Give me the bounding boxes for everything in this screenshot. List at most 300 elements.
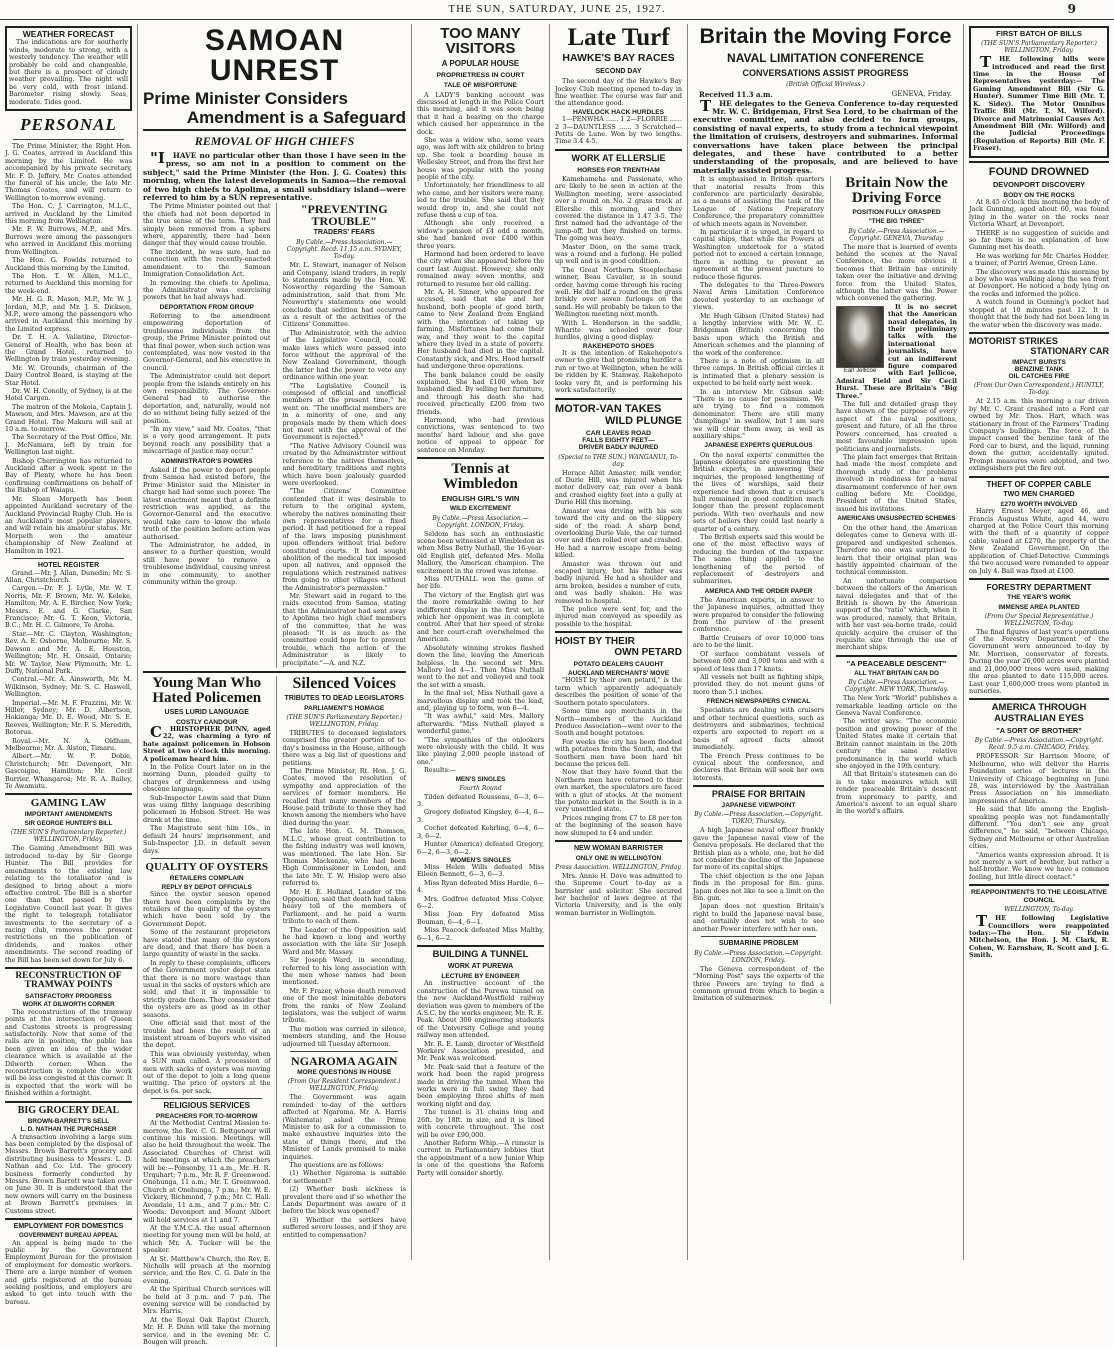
motorvan-sub1: CAR LEAVES ROAD	[585, 429, 652, 437]
paragraph: "The Citizens' Committee contended that it was desirable to return to the original system, whereby the natives nominating their own representatives for a fixed period. It had petitioned for a repeal of the laws imposing punishment upon offenders without trial before constituted courts. It had sought abolition of the medical tax imposed upon all natives, and opposed the regulations which restrained natives from going to other villages without the Administrator's permission."	[282, 487, 406, 592]
visitors-sub2: PROPRIETRESS IN COURT	[436, 71, 525, 79]
paragraph: Albert.—Mr. W. P. Dobie, Christchurch; Mr. Davenport, Mr. Gascoigne, Hamilton; Mr. Cecil Burrier, Whangaroa; Mr. R. A. Bailey, Te Awamutu.	[5, 752, 132, 790]
paragraph: Now that they have found that the Northern men have returned to their own market, the speculators are faced with a glut of stocks. At the moment the potato market in the South is in a very unsettled state.	[555, 768, 682, 814]
young-paras	[143, 764, 270, 855]
america-title2: AUSTRALIAN EYES	[994, 712, 1084, 724]
religious-title: RELIGIOUS SERVICES	[163, 1101, 250, 1111]
driving-title1: Britain Now the	[845, 175, 948, 192]
paragraph: Imperial.—Mr. M. F. Frazzini, Mr. W. Hiller, Sydney; Mr. D. Albertson, Hokianga; Mr. D. E. Wood, Mr. S. E. Reeves, Wellington; Mr. F. S. Meredith, Rotorua.	[5, 698, 132, 737]
paragraph: Prices ranging from £7 to £8 per ton at the beginning of the season have now slumped to £4 and under.	[555, 813, 682, 837]
grocery-sub1: BROWN-BARRETT'S SELL	[27, 1117, 110, 1125]
jellicoe-photo-block	[836, 306, 884, 374]
paragraph: "The Native Advisory Council was created by the Administrator without reference to the natives themselves, and hereditary traditions and rights which have been jealously guarded were overlooked.	[282, 441, 406, 487]
paragraph: The Administrator, with the advice of the Legislative Council, could make laws which were passed into force without the approval of the New Zealand Government, though the latter had the power to veto any ordinance within one year.	[282, 328, 406, 382]
turf-sub2: SECOND DAY	[595, 67, 642, 75]
visitors-title: TOO MANY VISITORS	[440, 25, 521, 57]
tennis-sub2: WILD EXCITEMENT	[449, 505, 512, 513]
young-sub1: USES LURID LANGUAGE	[164, 709, 249, 717]
admin-head: ADMINISTRATOR'S POWERS	[160, 457, 253, 465]
paragraph: Harmond, who had previous convictions, was sentenced to two months' hard labour, and she gave notice of appeal to appear for sentence on Monday.	[417, 415, 544, 454]
paragraph: Mr. R. E. Lamb, director of Westfield Workers' Association presided, and Mr. Peak was welcomed.	[417, 1039, 544, 1063]
divider	[5, 1101, 132, 1103]
paragraph: Since the oyster season opened there have been complaints by the retailers of the quality of the oysters which have been sold by the Government Depot.	[143, 890, 271, 928]
forestry-credit: (From Our Special Representative.) WELLINGTON, To-day.	[984, 612, 1094, 627]
divider	[555, 149, 682, 151]
theft-title: THEFT OF COPPER CABLE	[986, 479, 1092, 489]
column-1	[0, 24, 138, 1306]
divider	[151, 1098, 262, 1099]
paragraph: The writer says: "The economic position and growing power of the United States make it certain that Britain cannot maintain in the 20th century the same relative predominance in the world which she enjoyed in the 19th century.	[836, 717, 957, 770]
religious-paras	[143, 1120, 270, 1346]
peace-paras	[836, 695, 957, 816]
gaming-title: GAMING LAW	[30, 797, 107, 810]
paragraph: Seldom has such an enthusiastic scene been witnessed at Wimbledon as when Miss Betty Nuthall, the 16-year-old English girl, defeated Mrs. Molla Mallory, the American champion. The excitement in the crowd was intense.	[417, 529, 544, 575]
paragraph: "The Legislative Council is composed of official and unofficial members at the present time," he went on. "The unofficial members are in a minority of one, and any proposals made by them which does not meet with the approval of the Government is rejected."	[282, 381, 406, 442]
paragraph: The Administrator, he added, in answer to a further question, would still have power to remove a troublesome individual, causing unrest in one community, to another community within the group.	[143, 541, 271, 587]
paragraph: In removing the chiefs to Apolima, the Administrator was exercising powers that he had always had.	[143, 278, 271, 302]
paragraph: At 8.45 o'clock this morning the body of Jack Gunning, aged about 60, was found lying in the water on the rocks near Victoria Wharf, at Devonport.	[969, 198, 1109, 229]
personal-paras	[5, 143, 132, 555]
paragraph: In the final set, Miss Nuthall gave a marvellous display and took the lead, and, playing up to form, won 6—4.	[417, 689, 544, 712]
praise-credit: By Cable.—Press Association.—Copyright. TOKIO, Thursday.	[694, 811, 823, 826]
paragraph: Gregory defeated Kingsley, 6—4, 6—3.	[417, 808, 544, 824]
america-sub: "A SORT OF BROTHER"	[996, 726, 1082, 736]
divider	[151, 858, 262, 859]
divider	[5, 1218, 132, 1220]
paragraph: Mrs. Godfree defeated Miss Colyer, 6—2.	[417, 894, 544, 910]
motorist-sub2: BENZINE TANK	[1014, 365, 1064, 373]
tramway-text: The reconstruction of the tramway points at the intersection of Queen and Customs streets is progressing satisfactorily. Now that some of the rails are in position, the public has been given an idea of the wider clearance which is available at the Dilworth corner. When the reconstruction is complete the work will be less congested at this corner. It is expected that the work will be finished within a fortnight.	[5, 1007, 132, 1098]
paragraph: At the Spiritual Church services will be held at 3 p.m. and 7 p.m. The evening service will be conducted by Mrs. Harris.	[143, 1285, 271, 1316]
divider	[969, 698, 1109, 700]
bills-box	[969, 26, 1109, 158]
paragraph: "America wants expression abroad. It is not merely a sort of brother, but rather a half-brother. We know we have a common feeling, but little direct contact."	[969, 850, 1109, 881]
bills-text: THE following bills were introduced and read the first time in the House of Representatives yesterday:— The Gaming Amendment Bill (Sir G. Hunter). Summer Time Bill (Mr. T. K. Sidey). The Motor Omnibus Traffic Bill (Mr. T. M. Wilford). Divorce and Matrimonial Causes Act Amendment Bill (Mr. Wilford) and the Judicial Proceedings (Regulation of Reports) Bill (Mr. F. Fraser).	[973, 53, 1105, 153]
french-head: FRENCH NEWSPAPERS CYNICAL	[706, 698, 811, 706]
paragraph: The police were sent for, and the injured man conveyed as speedily as possible to the hospital.	[555, 604, 682, 628]
jellicoe-photo	[836, 306, 884, 368]
paragraph: Of surface combatant vessels of between 600 and 3,000 tons and with a speed of less than 17 knots.	[693, 649, 824, 673]
tramway-title: RECONSTRUCTION OF TRAMWAY POINTS	[15, 970, 122, 991]
paragraph: Miss Joan Fry defeated Miss Bouman, 6—4, 6—1.	[417, 910, 544, 926]
paragraph: The bank balance could be easily explained. She had £100 when her husband died. By selling her furniture, and through his death she had received practically £200 from two friends.	[417, 370, 544, 416]
visitors-sub1: A POPULAR HOUSE	[441, 59, 520, 68]
hoist-paras	[555, 677, 682, 837]
motorist-para: At 2.15 a.m. this morning a car driven by Mr. C. Grant crashed into a Ford car owned by Mr. Thos. Hart, which was stationary in front of the Farmers' Trading Company's buildings. The force of the impact caused the benzine tank of the Ford car to burst, and the liquid, running down the gutter, accidentally ignited. Prompt measures were adopted, and two extinguishers put the fire out.	[969, 397, 1109, 473]
grocery-title: BIG GROCERY DEAL	[17, 1104, 120, 1116]
naval-left	[693, 176, 824, 1004]
paragraph: Star.—Mr. C. Clayton, Washington; Rev. A. E. Osborne, Melbourne; Mr. S. Dawson and Mr. A. E. Houston, Wellington; Mr. H. Onsaid, Ontario; Mr. W. Taylor, New Plymouth; Mr. L. Duffy, National Park.	[5, 629, 132, 675]
oysters-sub1: RETAILERS COMPLAIN	[169, 874, 244, 882]
motorvan-sub3: DRIVER BADLY INJURED	[578, 444, 659, 452]
bills-title: FIRST BATCH OF BILLS	[996, 29, 1082, 38]
paragraph: The full and detailed grasp they have shown of the purpose of every aspect of the naval positions, present and future, of all the three Powers concerned, has created a most favourable impression upon politicians and journalists.	[836, 400, 957, 453]
motorvan-credit: (Special to THE SUN.) WANGANUI, To-day.	[558, 453, 679, 468]
paragraph: The delegates to the Three-Powers Naval Arms Limitation Conference devoted yesterday to an exchange of views.	[693, 280, 824, 312]
paragraph: This was obviously yesterday, when a SUN man called. A procession of men with sacks of oysters was moving out of the depot to join a long queue waiting. The price of oysters at the depot is 6s. per sack.	[143, 1049, 271, 1095]
paragraph: Some of the restaurant proprietors have stated that many of the oysters are dead, and that there has been a large quantity of waste in the sacks.	[143, 928, 271, 959]
paragraph: In particular it is urged, in regard to capital ships, that while the Powers at Washington undertook for a stated period not to exceed a certain tonnage, there is nothing to prevent an agreement at the present juncture to reduce those figures.	[693, 228, 824, 281]
driving-sub2: "THE BIG THREE"	[868, 218, 925, 226]
divider	[701, 936, 816, 937]
paragraph: The Prime Minister, Rt. Hon. J. G. Coates, moved the resolution of sympathy and appreciation of the services of former members. He recalled that many members of the House paid tribute to those they had known among the members who have died during the year.	[282, 767, 406, 827]
paragraph: "The sympathies of the onlookers were obviously with the child. It was like playing 2,000 people instead of one."	[417, 735, 544, 766]
divider	[290, 1051, 398, 1052]
paragraph: The more that is learned of events behind the scenes at the Naval Conference, the more obvious it becomes that Britain has entirely taken over the initiative and driving force from the United States, although the latter was the Power which convened the gathering.	[836, 242, 957, 303]
bills-credit: (THE SUN'S Parliamentary Reporter.) WELLINGTON, Friday.	[981, 40, 1097, 55]
column-6	[964, 24, 1114, 1260]
paragraph: Mr. F. W. Burrows, M.P., and Mrs. Burrows were among the passengers who arrived in Auckland this morning from Wellington.	[5, 225, 132, 256]
american-head: AMERICA AND THE ORDER PAPER	[704, 587, 813, 595]
naval-columns	[693, 176, 958, 1004]
motorvan-title2: WILD PLUNGE	[605, 414, 682, 427]
paragraph: The Geneva correspondent of the "Morning Post" says the experts of the three Powers are trying to find a common ground from which to begin a limitation of submarines.	[693, 964, 824, 1003]
paragraph: The Secretary of the Post Office, Mr. J. McNamara, left by train for Wellington last night.	[5, 433, 132, 457]
col2-lower-right	[276, 676, 406, 1347]
hoist-sub1: POTATO DEALERS CAUGHT	[573, 661, 664, 669]
divider	[143, 129, 406, 131]
submarine-title: SUBMARINE PROBLEM	[718, 940, 799, 948]
divider	[417, 945, 544, 947]
grocery-text: A transaction involving a large sum has been completed by the disposal of Messrs. Brown Barrett's grocery and distributing business to Messrs. L. D. Nathan and Co. Ltd. The grocery business formerly conducted by Messrs. Brown Barrett was taken over on June 30. It is understood that the new owners will carry on the business at Brown Barrett's premises in Customs street.	[5, 1132, 132, 1215]
paragraph: The American experts, in answer to the Japanese inquiries, admitted they were prepared to consider the following from the purview of the present conference.	[693, 595, 824, 634]
womens-paras	[417, 864, 544, 942]
hotel-paras	[5, 570, 132, 791]
visitors-paras	[417, 92, 544, 455]
paragraph: Absolutely winning strokes flashed down the line, leaving the American helpless. In the second set Mrs. Mallory led 4—1. Then Miss Nuthall went to the net and volleyed and took the set with a smash.	[417, 643, 544, 689]
paragraph: Battle Cruisers of over 10,000 tons are to be the limit.	[693, 633, 824, 650]
admin-paras	[143, 467, 270, 587]
tunnel-paras	[417, 980, 544, 1139]
naval-right	[830, 176, 957, 1004]
paragraph: The tunnel is 31 chains long and 26ft. by 18ft. in size, and it is lined with concrete throughout. The cost will be over £90,000.	[417, 1108, 544, 1139]
jap-paras	[693, 452, 824, 586]
paragraph: Mr. W. Grounds, chairman of the Dairy Control Board, is staying at the Star Hotel.	[5, 363, 132, 387]
samoan-lead: "IHAVE no particular other than those I have seen in the press, so am not in a position to comment on the subject," said the Prime Minister (the Hon. J. G. Coates) this morning, when the latest developments in Samoa—the removal of two high chiefs to Apolima, a small subsidiary island—were referred to him by a SUN representative.	[143, 149, 406, 203]
tennis-sub1: ENGLISH GIRL'S WIN	[441, 494, 520, 504]
paragraph: PROFESSOR Sir Harrison Moore, of Melbourne, who will deliver the Harris Foundation series of lectures in the University of Chicago beginning on June 28, was interviewed by the Australian Press Association on his immediate impressions of America.	[969, 752, 1109, 805]
paragraph: Bishop Cherrington has returned to Auckland after a week spent in the Bay of Plenty, where he has been confirming confirmations on behalf of the Bishop of Waiapu.	[5, 456, 132, 495]
paragraph: Dr. T. H. A. Valintine, Director-General of Health, who has been at the Grand Hotel, returned to Wellington by train yesterday evening.	[5, 333, 132, 364]
paragraph: Specialists are dealing with cruisers and other technical questions, such as destroyers and submarines, technical experts are expected to report on a basis of agreed facts almost immediately.	[693, 706, 824, 752]
paragraph: Central.—Mr. A. Ainsworth, Mr. M. Wilkinson, Sydney; Mr. S. C. Haswell, Wellington.	[5, 675, 132, 699]
grocery-sub2: L. D. NATHAN THE PURCHASER	[20, 1125, 117, 1133]
naval-sub2: CONVERSATIONS ASSIST PROGRESS	[742, 67, 909, 78]
paragraph: Some time ago merchants in the North—members of the Auckland Produce Association—went over to the South and bought potatoes.	[555, 707, 682, 738]
praise-paras	[693, 827, 824, 933]
paragraph: Miss Peacock defeated Miss Maltby, 6—1, 6—2.	[417, 926, 544, 942]
havelock-result: 1—PENWHA ...... 1 2—FLORRIE ...... 2 3—DAUNTLESS ...... 3 Scratched—Petits de Lune. Won by two lengths. Time 3.4 4-5.	[555, 115, 682, 146]
theft-sub2: £270 WORTH INVOLVED	[1000, 501, 1078, 508]
visitors-sub3: TALE OF MISFORTUNE	[443, 82, 518, 90]
paragraph: Horace Albit Amaster, milk vendor, of Durie Hill, was injured when his motor delivery car, ran over a bank and crashed eighty feet into a gully at Durie Hill this morning.	[555, 468, 682, 507]
paragraph: Japan does not question Britain's right to build the Japanese naval base, and certainly does not wish to see another Power interfere with her own.	[693, 902, 824, 933]
paragraph: The matron of the Mokoia, Captain J. Mawson, and Mrs. Mawson, are at the Grand Hotel. The Makura will sail at 10 a.m. to-morrow.	[5, 402, 132, 434]
hotel-title: HOTEL REGISTER	[37, 561, 100, 569]
young-title2: Hated Policemen	[152, 690, 262, 707]
turf-intro: The second day of the Hawke's Bay Jockey Club meeting opened to-day in fine weather. The course was fair and the attendance good.	[555, 77, 682, 108]
traders-sub: TRADERS' FEARS	[313, 229, 375, 237]
paragraph: Tilden defeated Rousseau, 6—3, 6—3.	[417, 792, 544, 809]
divider	[5, 967, 132, 969]
paragraph: Miss Helen Wills defeated Miss Eileen Bennett, 6—3, 6—3.	[417, 862, 544, 879]
column-5	[688, 24, 964, 1260]
paragraph: For weeks the city has been flooded with potatoes from the South, and the Southern men have been hard hit because the prices fell.	[555, 737, 682, 768]
paragraph: Mr. Stewart said in regard to the raids executed from Samoa, stating that the Administrator had sent away to Apolima two high chief members of the committee, that he was pleased: "It is as much as the committee could hope for to prevent trouble, which the action of the Administrator is likely to precipitate."—A. and N.Z.	[282, 592, 406, 667]
paragraph: Referring to the amendment empowering deportation of troublesome individuals from the group, the Prime Minister pointed out that final power, when such action was contemplated, was now vested in the Governor-General, and his executive in council.	[143, 311, 271, 372]
moving-force-title: Britain the Moving Force	[699, 24, 952, 48]
submarine-credit: By Cable.—Press Association.—Copyright. LONDON, Friday.	[694, 949, 823, 964]
results-label: Results:—	[424, 766, 457, 775]
paragraph: The Government was again reminded to-day of the settlers affected at Ngaroma. Mr. A. Harris (Waitemata) asked the Prime Minister to ask for a commission to make exhaustive inquiries into the state of things there, and the Minister of Lands promised to make inquiries.	[282, 1093, 406, 1161]
preventing-title: "PREVENTING TROUBLE"	[300, 202, 388, 229]
deport-head: DEPORTATION FROM GROUP	[159, 303, 254, 311]
column-3	[412, 24, 550, 1260]
column-4	[550, 24, 688, 1260]
driving-paras-a	[836, 244, 957, 303]
oysters-title: QUALITY OF OYSTERS	[145, 860, 269, 873]
forestry-title: FORESTRY DEPARTMENT	[986, 581, 1092, 592]
masthead	[0, 0, 1114, 20]
tunnel-title: BUILDING A TUNNEL	[432, 949, 529, 961]
young-sub2: COSTLY CANDOUR	[175, 718, 238, 726]
weather-title: WEATHER FORECAST	[22, 29, 115, 39]
weather-text: The indications are for southerly winds, moderate to strong, with a westerly tendency. The weather will probably be cold and changeable, but there is a prospect of cloudy weather prevailing. The night will be very cold, with frost inland. Barometer rising slowly. Seas, moderate. Tides good.	[9, 38, 128, 106]
divider	[969, 578, 1109, 580]
paragraph: Sub-Inspector Lewin said that Dunn was using filthy language describing policemen in Hobson Street. He was drunk at the time.	[143, 793, 271, 824]
tennis-paras	[417, 531, 544, 767]
forestry-para: The final figures of last year's operations of the Forestry Department of the Government were announced to-day by Mr. Morrison, conservator of forests. During the year 26,000 acres were planted and 21,000,000 trees were used, making the area planted to date 115,000 acres. Last year 1,600,000 trees were planted in nurseries.	[969, 627, 1109, 695]
divider	[836, 655, 957, 657]
motorist-credit: (From Our Own Correspondent.) HUNTLY, To-day.	[974, 382, 1104, 397]
ngaroma-sub: MORE QUESTIONS IN HOUSE	[297, 1069, 392, 1077]
reappt-para: THE following Legislative Councillors were reappointed today:—The Hon. Sir Edwin Mitchelson, the Hon. J. M. Clark, R. Cohen, W. Earnshaw, R. Scott and J. G. Smith.	[969, 912, 1109, 960]
singles-paras	[417, 794, 544, 856]
singles-round: Fourth Round	[459, 784, 502, 792]
paragraph: Mr. H. G. R. Mason, M.P., Mr. W. J. Jordan, M.P., and Mr. J. S. Dickson, M.P., were among the passengers who arrived in Auckland this morning by the Limited express.	[5, 295, 132, 333]
paragraph: An instructive account of the construction of the Purewa tunnel on the new Auckland-Westfield railway deviation was given to members of the A.S.C. by the works engineer, Mr. R. E. Peak. About 300 engineering students of the University College and young railway men attended.	[417, 979, 544, 1040]
paragraph: All that Britain's statesmen can do is to take measures which will render peaceable Britain's descent from supremacy to parity, and America's ascent to an equal share in the world's affairs.	[836, 770, 957, 816]
divider	[5, 793, 132, 795]
paragraph: (3) Whether the settlers have suffered severe losses, and if they are entitled to compensation?	[282, 1215, 406, 1239]
page-number: 9	[1067, 2, 1076, 16]
divider	[969, 884, 1109, 886]
reform-para: Another Reform Whip.—A rumour is current in Parliamentary lobbies that the appointment of a new Junior Whip is one of the questions the Reform Party will consider shortly.	[417, 1138, 544, 1177]
ngaroma-paras	[282, 1094, 406, 1239]
driving-sub1: POSITION FULLY GRASPED	[852, 209, 941, 217]
oysters-sub2: REPLY BY DEPOT OFFICIALS	[161, 884, 252, 892]
paragraph: (2) Whether bush sickness is prevalent there and if so whether the Lands Department was aware of it before the block was opened?	[282, 1185, 406, 1216]
tennis-credit: By Cable.—Press Association.—Copyright. LONDON, Friday.	[432, 514, 529, 529]
barrister-title: NEW WOMAN BARRISTER	[573, 845, 664, 853]
singles-head: MEN'S SINGLES	[455, 775, 506, 783]
tennis-title: Tennis at Wimbledon	[443, 461, 518, 493]
running-head: THE SUN, SATURDAY, JUNE 25, 1927.	[448, 3, 666, 15]
theft-para: Harry Ernest Meyer, aged 46, and Francis Augustus White, aged 44, were charged at the Police Court this morning with the theft of a quantity of copper cable, valued at £270, the property of the New Zealand Government. On the application of Chief-Detective Cummings the two accused were remanded to appear on July 4. Bail was fixed at £100.	[969, 507, 1109, 575]
jap-head: JAPANESE EXPERTS QUERULOUS	[704, 442, 813, 450]
paragraph: Kamehameha and Passionate, who are likely to be seen in action at the Wellington meeting, were associated over a round on No. 2 grass track at Ellerslie this morning, and they covered the distance in 1.47 3-5. The first named had the advantage of the jump-off, but they finished on terms. The going was heavy.	[555, 174, 682, 243]
traders-paras	[282, 262, 406, 667]
hoist-sub2: AUCKLAND MERCHANTS' MOVE	[568, 670, 669, 678]
paragraph: Amaster was driving with his son toward the city and on the slippery side of the road. A sharp bend, overlooking Durie Vale, the car turned over and then rolled over and crashed. He had a narrow escape from being killed.	[555, 506, 682, 560]
america-paras	[969, 753, 1109, 881]
employment-sub: GOVERNMENT BUREAU APPEAL	[18, 1231, 119, 1239]
drowned-title: FOUND DROWNED	[988, 165, 1090, 178]
praise-title: PRAISE FOR BRITAIN	[711, 789, 806, 800]
naval-sub1: NAVAL LIMITATION CONFERENCE	[727, 50, 924, 65]
divider	[417, 457, 544, 459]
praise-sub: JAPANESE VIEWPOINT	[721, 802, 796, 810]
ellerslie-sub: HORSES FOR TRENTHAM	[577, 166, 660, 174]
paragraph: The New York "World" publishes a remarkable leading article on the Geneva Naval Conference.	[836, 694, 957, 718]
paragraph: Mr. F. Frazer, whose death removed one of the most inimitable debaters from the ranks of New Zealand legislators, was the subject of warm tribute.	[282, 986, 406, 1025]
paragraph: In the Police Court later on in the morning Dunn, pleaded guilty to charges of drunkenness and using obscene language.	[143, 763, 271, 794]
paragraph: The Great Northern Steeplechase winner, Beau Cavalier, is in sound order, having come through his racing well. He did half a round on the grass briskly over seven furlongs on the sand. He will probably be taken to the Wellington meeting next month.	[555, 265, 682, 319]
paragraph: A watch found in Gunning's pocket had stopped at 10 minutes past 12. It is thought that the body had not been long in the water when the discovery was made.	[969, 298, 1109, 329]
divider	[555, 398, 682, 400]
motorist-title2: STATIONARY CAR	[1030, 345, 1109, 356]
naval-received: Received 11.3 a.m.	[699, 89, 773, 99]
paragraph: He said that life among the English-speaking people was not fundamentally different. "You don't see any great difference," he said, "between Chicago, Sydney and Melbourne or other Australian cities.	[969, 805, 1109, 851]
paragraph: The British experts said this would be one of the most effective ways of reducing the burden of the taxpayer. The same thing applied to the lengthening of the period of replacement of destroyers and submarines.	[693, 532, 824, 586]
motorvan-title1: MOTOR-VAN TAKES	[555, 402, 662, 415]
tunnel-sub1: WORK AT PUREWA	[447, 963, 514, 971]
personal-title: PERSONAL	[20, 115, 117, 134]
paragraph: "In my view," said Mr. Coates, "that is a very good arrangement. It puts beyond reach any possibility that a miscarriage of justice may occur."	[143, 425, 271, 456]
paragraph: All vessels not built as fighting ships, provided they do not mount guns of more than 5.1 inches.	[693, 672, 824, 696]
motorist-sub1: IMPACT BURSTS	[1012, 358, 1066, 366]
paragraph: Dr. W. H. Conolly, of Sydney, is at the Hotel Cargen.	[5, 387, 132, 403]
naval-body-paras	[693, 176, 824, 440]
gaming-credit: (THE SUN'S Parliamentary Reporter.) WELLINGTON, Friday.	[10, 829, 127, 844]
paragraph: The Leader of the Opposition said he had known a long and worthy association with the late Sir Joseph Ward and Mr. Massey.	[282, 925, 406, 956]
paragraph: Grand.—Mr. J. Allan, Dunedin; Mr. S. Allan, Christchurch.	[5, 568, 132, 585]
tramway-sub2: WORK AT DILWORTH CORNER	[22, 1001, 115, 1009]
paragraph: One official said that most of the trouble had been the result of an insistent stream of buyers who visited the depot.	[143, 1019, 271, 1050]
deport-paras	[143, 313, 270, 456]
paragraph: The discovery was made this morning by a boy who was walking along the sea front at Devonport. He noticed a body lying on the rocks and informed the police.	[969, 267, 1109, 298]
paragraph: With L. Henderson in the saddle, Wharite was schooled over four hurdles, giving a good display.	[555, 318, 682, 342]
paragraph: A high Japanese naval officer frankly gave the Japanese naval view of the Geneva proposals. He declared that the British plan as a whole, one, but he did not consider the decline of the Japanese far more of its capital ships.	[693, 826, 824, 872]
col2-lower-left	[143, 676, 270, 1347]
theft-sub1: TWO MEN CHARGED	[1003, 491, 1075, 499]
naval-lead: THE delegates to the Geneva Conference to-day requested Mr. W. C. Bridgeman, First Sea Lord, to be chairman of the executive committee, and also decided to form groups, consisting of naval experts, to study from a technical viewpoint the limitation of cruisers, destroyers and submarines. Informal conversations have taken place between the principal delegates, and these have contributed to a better understanding of the proposals, and are believed to have materially assisted progress.	[693, 96, 958, 175]
divider	[13, 139, 124, 140]
samoan-columns	[143, 203, 406, 668]
silenced-paras	[282, 730, 406, 1048]
paragraph: At St. Matthew's Church, the Rev. E. Nicholls will preach at the morning service, and the Rev. C. G. Dale in the evening.	[143, 1254, 271, 1285]
paragraph: He was working for Mr. Charles Hodder, a trainer, of Puriri Avenue, Green Lane.	[969, 251, 1109, 268]
paragraph: The Prime Minister, the Right Hon. J. G. Coates, arrived in Auckland this morning by the Limited. He was accompanied by his private secretary, Mr. F. D. Jeffery. Mr. Coates attended the funeral of his uncle, the late Mr. Thomas Coates, and will return to Wellington to-morrow evening.	[5, 142, 132, 202]
paragraph: Mr. Sloan Morpeth has been appointed Auckland secretary of the Auckland Provincial Rugby Club. He is an Auckland's most popular players, and will retain his amateur status. Mr. Morpeth won the amateur championship of New Zealand at Hamilton in 1921.	[5, 494, 132, 555]
paragraph: Cochet defeated Kehrling, 6—4, 6—3, 6—2.	[417, 824, 544, 840]
paragraph: "HOIST by their own petard," is the term which apparently adequately describes the position of some of the Southern potato speculators.	[555, 676, 682, 707]
barrister-sub: ONLY ONE IN WELLINGTON	[575, 854, 662, 862]
paragraph: Harmond had been ordered to leave the city when she appeared before the court last August. However, she only remained away seven months, and returned to resume her old calling.	[417, 250, 544, 288]
tramway-sub1: SATISFACTORY PROGRESS	[25, 992, 112, 1000]
divider	[555, 631, 682, 633]
paragraph: Unfortunately, her friendliness to all who came, and her visitors were many, led to the trouble. She said that they would drop in, and she could not refuse them a cup of tea.	[417, 181, 544, 220]
peace-title: "A PEACEABLE DESCENT"	[846, 658, 947, 668]
paragraph: The Hon. C. J. Carrington, M.L.C., arrived in Auckland by the Limited this morning from Wellington.	[5, 202, 132, 226]
paragraph: Cargen.—Dr. F. J. Lytle, Mr. W. T. Norris, Mr. F. Brown, Mr. W. Keleke, Hamilton; Mr. A. E. Bircher, New York; Messrs. E. and G. Clarke, San Francisco; Mr. G. T. Keon, Victoria, B.C.; Mr. H. C. Gilmore, Te Aroha.	[5, 584, 132, 630]
drowned-paras	[969, 199, 1109, 329]
samoan-subtitle2: Amendment is a Safeguard	[186, 108, 406, 127]
paragraph: TRIBUTES to deceased legislators comprised the greater portion of to-day's business in the House, although there was a big list of questions and petitions.	[282, 729, 406, 767]
divider	[143, 671, 406, 673]
paragraph: There is a note of optimism in all three camps. In British official circles it is intimated that a plenary session is expected to be held early next week.	[693, 356, 824, 388]
paragraph: On the naval experts' committee the Japanese delegates are questioning the British experts, in answering their inquiries, the proposed lengthening of the lives of warships, said their experience had shown that a cruiser's hull remained in good condition much longer than the present replacement periods. With two overhauls and new sets of boilers they could last nearly a quarter of a century.	[693, 450, 824, 533]
gaming-text: The Gaming Amendment Bill was introduced to-day by Sir George Hunter. The Bill provides for amendments to the existing law relating to the totalisator and is designed to bring about a more effective control. The Bill is a shorter one than that passed by the Legislative Council last year. It gives the right to telegraph totalisator investments to the secretary of a racing club, removes the present restrictions on the publication of dividends, and makes other amendments. The second reading of the Bill has been set down for July 6.	[5, 844, 132, 964]
ellerslie-paras	[555, 176, 682, 342]
paragraph: She was a widow who, some years ago, was left with six children to bring up. She took a boarding house in Wellesley Street, and from the first her house was popular with the young people of the city.	[417, 135, 544, 181]
peace-sub: ALL THAT BRITAIN CAN DO	[854, 670, 939, 678]
gaming-sub1: IMPORTANT AMENDMENTS	[24, 811, 113, 819]
samoan-subtitle1: Prime Minister Considers	[143, 89, 349, 108]
america-credit: By Cable.—Press Association.—Copyright. Recd. 9.5 a.m. CHICAGO, Friday.	[974, 737, 1104, 752]
paragraph: Hunter (America) defeated Gregory, 6—2, 6—3, 6—2.	[417, 840, 544, 856]
samoan-title: SAMOAN UNREST	[204, 24, 345, 87]
america-title1: AMERICA THROUGH	[991, 702, 1087, 714]
employment-text: An appeal is being made to the public by the Government Employment Bureau for the provision of employment for domestic workers. There are a large number of women and girls registered at the bureau seeking positions, and employers are asked to get into touch with the bureau.	[5, 1238, 132, 1306]
paragraph: It is emphasised in British quarters that material results from this conference are particularly desirable, as a means of assisting the task of the League of Nations Preparatory Conference, the preparatory committee of which meets again in November.	[693, 175, 824, 228]
young-lead: CHRISTOPHER DUNN, aged 22, was charming a tyro of hate against policemen in Hobson Street at two o'clock this morning. A policeman heard him.	[143, 723, 271, 763]
forestry-sub1: THE YEAR'S WORK	[1007, 594, 1071, 602]
ellerslie-title: WORK AT ELLERSLIE	[571, 152, 666, 163]
paragraph: Mr. A. H. Sinner, who appeared for accused, said that she and her husband, both people of good birth, came to New Zealand from England with the intention of taking up farming. Misfortunes had come their way, and they went to the capital where they lived in a state of poverty. Her husband had died in the capital. Constantly sick, and Mrs. Hood herself had undergone three operations.	[417, 288, 544, 371]
motorvan-paras	[555, 470, 682, 629]
paragraph: On the other hand, the American delegates came to Geneva with ill-prepared and undigested schemes. Therefore no one was surprised to learn that their original plan was hastily appointed chairman of the technical commission.	[836, 523, 957, 577]
gaming-sub2: SIR GEORGE HUNTER'S BILL	[24, 819, 113, 827]
divider	[693, 785, 824, 787]
motorist-title1: MOTORIST STRIKES	[969, 335, 1058, 346]
naval-wireless: (British Official Wireless.)	[786, 80, 865, 88]
submarine-paras	[693, 966, 824, 1003]
paragraph: A LADY'S banking account was discussed at length in the Police Court this morning, and it was soon being that it had a bearing on the charge which caused her appearance in the dock.	[417, 90, 544, 136]
tunnel-sub2: LECTURE BY ENGINEER	[441, 973, 520, 981]
forestry-sub2: IMMENSE AREA PLANTED	[998, 603, 1080, 611]
paragraph: Miss NUTHALL won the game of her life.	[417, 575, 544, 591]
divider	[969, 161, 1109, 163]
paragraph: Master Doon, on the same track, was a round and a furlong. He pulled up well and is in good condition.	[555, 242, 682, 266]
driving-title2: Driving Force	[851, 190, 942, 207]
reappt-credit: WELLINGTON, To-day.	[1004, 906, 1074, 914]
paragraph: The chief objection is the one Japan finds in the proposal for 8in. guns. Japan does not like to see a limit on the 8in. gun.	[693, 871, 824, 903]
paragraph: Mr. Peak said that a feature of the work had been the rapid progress made in driving the tunnel. When the works were in full swing they had been employing three shifts of men working night and day.	[417, 1062, 544, 1108]
havelock-head: HAVELOCK HACK HURDLES	[572, 108, 665, 116]
hoist-title1: HOIST BY THEIR	[555, 636, 635, 648]
religious-sub: PREACHERS FOR TO-MORROW	[155, 1112, 258, 1120]
hoist-title2: OWN PETARD	[614, 647, 682, 659]
divider	[555, 840, 682, 842]
drowned-sub1: DEVONPORT DISCOVERY	[992, 179, 1086, 189]
paragraph: The Hon. G. Fowlds returned to Auckland this morning by the Limited.	[5, 256, 132, 272]
paragraph: The late Hon. G. M. Thomson, M.L.C., whose great contribution to the fishing industry was well known, was mentioned. The late Hon. Sir Thomas Mackenzie, who had been High Commissioner in London, and the late Mr. T. W. Hislop were also referred to.	[282, 827, 406, 888]
paragraph: At the Royal Oak Baptist Church, Mr. H. F. Dunn will take the morning service, and in the evening Mr. C. Bougen will preach.	[143, 1315, 271, 1346]
driving-credit: By Cable.—Press Association.—Copyright. GENEVA, Thursday.	[848, 227, 945, 242]
paragraph: Mr. H. E. Holland, Leader of the Opposition, said that death had taken heavy toll of the members of Parliament, and he paid a warm tribute to each of them.	[282, 887, 406, 926]
rakeshy-head: RAKEHEPOTO SHOES	[582, 342, 655, 350]
paragraph: The questions are as follows:	[289, 1160, 384, 1169]
paragraph: The motion was carried in silence, members standing, and the House adjourned till Tuesday afternoon.	[282, 1024, 406, 1048]
barrister-para: Mrs. Annie H. Dove was admitted to the Supreme Court to-day as a barrister and solicitor. She secured her bachelor of laws degree at the Victoria University, and is the only woman barrister in Wellington.	[555, 871, 682, 917]
womens-head: WOMEN'S SINGLES	[450, 856, 511, 864]
paragraph: Amaster was thrown out and escaped injury, but his father was badly injured. He had a shoulder and arm broken, besides a number of cuts, and was badly shaken. He was removed to hospital.	[555, 559, 682, 605]
jellicoe-caption: Earl Jellicoe	[843, 367, 877, 374]
naval-geneva: GENEVA, Friday.	[891, 89, 952, 98]
rakeshy-para: It is the intention of Rakehepoto's owner to give that promising hurdler a run or two at Wellington, when he will be ridden by K. Stanway. Rakehepoto looks very fit, and is performing his work satisfactorily.	[555, 349, 682, 395]
column-2	[138, 24, 412, 1346]
